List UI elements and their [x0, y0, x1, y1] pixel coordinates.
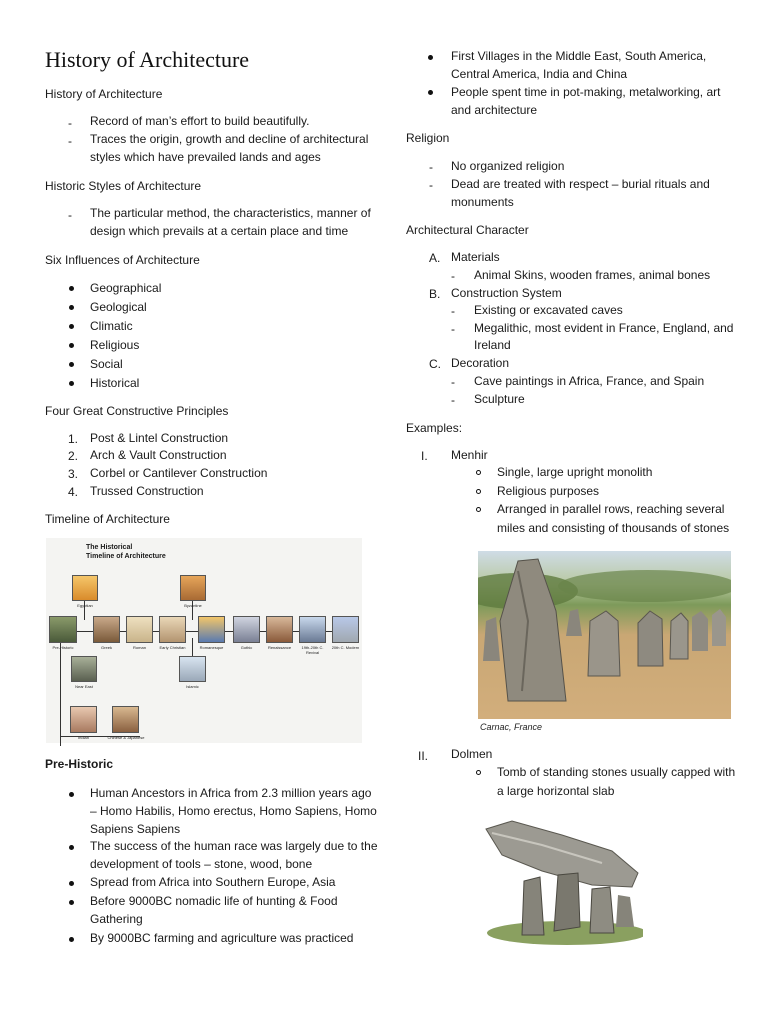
bullet-icon — [69, 381, 74, 386]
dash-marker: - — [68, 134, 72, 148]
list-item: Megalithic, most evident in France, England, and — [474, 321, 734, 335]
dolmen-photo — [482, 815, 643, 945]
list-item: Traces the origin, growth and decline of architectural — [90, 132, 369, 146]
circle-bullet-icon — [476, 489, 481, 494]
list-item: The success of the human race was largely due to the — [90, 839, 378, 853]
timeline-label: Early Christian — [159, 645, 186, 650]
list-item: Arch & Vault Construction — [90, 448, 227, 462]
bullet-icon — [69, 881, 74, 886]
bullet-icon — [69, 900, 74, 905]
bullet-icon — [69, 305, 74, 310]
dash-marker: - — [68, 116, 72, 130]
near-east-thumbnail — [71, 656, 97, 682]
timeline-label: Egyptian — [77, 603, 93, 608]
section-heading-architectural-character: Architectural Character — [406, 223, 529, 237]
list-item: monuments — [451, 195, 514, 209]
list-item: a large horizontal slab — [497, 784, 615, 798]
revival-thumbnail — [299, 616, 326, 643]
list-item: Sapiens Sapiens — [90, 822, 181, 836]
bullet-icon — [69, 286, 74, 291]
list-item: Before 9000BC nomadic life of hunting & Food — [90, 894, 338, 908]
timeline-label: Byzantine — [184, 603, 202, 608]
indian-thumbnail — [70, 706, 97, 733]
list-item: Climatic — [90, 319, 133, 333]
timeline-label: 19th-20th C. Revival — [301, 645, 324, 655]
timeline-label: Gothic — [240, 645, 253, 650]
modern-thumbnail — [332, 616, 359, 643]
timeline-figure — [46, 538, 362, 743]
list-item: Spread from Africa into Southern Europe, Asia — [90, 875, 336, 889]
list-letter: C. — [429, 357, 441, 371]
timeline-connector — [192, 598, 193, 620]
section-heading-history: History of Architecture — [45, 87, 163, 101]
timeline-connector — [84, 598, 85, 620]
list-item: First Villages in the Middle East, South America, — [451, 49, 707, 63]
list-item: and architecture — [451, 103, 538, 117]
list-item: development of tools – stone, wood, bone — [90, 857, 313, 871]
list-item: Dead are treated with respect – burial rituals and — [451, 177, 710, 191]
list-number: 4. — [68, 485, 79, 499]
list-item: Tomb of standing stones usually capped with — [497, 765, 736, 779]
early-christian-thumbnail — [159, 616, 186, 643]
list-item: Social — [90, 357, 123, 371]
bullet-icon — [69, 362, 74, 367]
timeline-label: Romanesque — [199, 645, 224, 650]
list-item: Single, large upright monolith — [497, 465, 653, 479]
timeline-label: Islamic — [186, 684, 199, 689]
circle-bullet-icon — [476, 770, 481, 775]
timeline-label: Indian — [78, 735, 89, 740]
section-heading-prehistoric: Pre-Historic — [45, 757, 114, 771]
list-item: People spent time in pot-making, metalworking, art — [451, 85, 721, 99]
list-item: design which prevails at a certain place and time — [90, 224, 349, 238]
timeline-label: Renaissance — [267, 645, 292, 650]
dash-marker: - — [451, 269, 455, 283]
section-heading-examples: Examples: — [406, 421, 463, 435]
list-item: Corbel or Cantilever Construction — [90, 466, 268, 480]
list-item: Central America, India and China — [451, 67, 628, 81]
circle-bullet-icon — [476, 470, 481, 475]
list-item: Construction System — [451, 286, 562, 300]
section-heading-influences: Six Influences of Architecture — [45, 253, 200, 267]
list-item: Religious — [90, 338, 140, 352]
dash-marker: - — [429, 160, 433, 174]
list-item: Cave paintings in Africa, France, and Spain — [474, 374, 705, 388]
egyptian-thumbnail — [72, 575, 98, 601]
romanesque-thumbnail — [198, 616, 225, 643]
photo-caption: Carnac, France — [480, 722, 543, 732]
timeline-label: 20th C. Modern — [331, 645, 360, 650]
dash-marker: - — [451, 393, 455, 407]
list-item: miles and consisting of thousands of stones — [497, 521, 730, 535]
list-item: The particular method, the characteristics, manner of — [90, 206, 371, 220]
dash-marker: - — [429, 178, 433, 192]
example-title: Menhir — [451, 448, 488, 462]
list-number: 2. — [68, 449, 79, 463]
list-item: Animal Skins, wooden frames, animal bones — [474, 268, 711, 282]
example-title: Dolmen — [451, 747, 493, 761]
list-number: 3. — [68, 467, 79, 481]
page-title: History of Architecture — [45, 47, 250, 72]
list-item: Trussed Construction — [90, 484, 204, 498]
timeline-label: Greek — [101, 645, 112, 650]
timeline-subtitle: Timeline of Architecture — [86, 553, 166, 560]
list-item: Geological — [90, 300, 147, 314]
list-item: No organized religion — [451, 159, 565, 173]
bullet-icon — [69, 792, 74, 797]
bullet-icon — [69, 845, 74, 850]
list-item: Existing or excavated caves — [474, 303, 623, 317]
gothic-thumbnail — [233, 616, 260, 643]
list-item: Arranged in parallel rows, reaching several — [497, 502, 725, 516]
list-item: Geographical — [90, 281, 162, 295]
roman-thumbnail — [126, 616, 153, 643]
timeline-label: Near East — [75, 684, 93, 689]
section-heading-religion: Religion — [406, 131, 450, 145]
list-item: Post & Lintel Construction — [90, 431, 229, 445]
list-item: – Homo Habilis, Homo erectus, Homo Sapiens, Homo — [90, 804, 377, 818]
list-item: Materials — [451, 250, 500, 264]
dash-marker: - — [68, 208, 72, 222]
bullet-icon — [69, 937, 74, 942]
roman-numeral: I. — [421, 449, 428, 463]
carnac-menhir-photo — [478, 551, 731, 719]
list-item: Decoration — [451, 356, 510, 370]
islamic-thumbnail — [179, 656, 206, 682]
byzantine-thumbnail — [180, 575, 206, 601]
list-item: Religious purposes — [497, 484, 600, 498]
list-number: 1. — [68, 432, 79, 446]
bullet-icon — [69, 343, 74, 348]
bullet-icon — [428, 55, 433, 60]
dash-marker: - — [451, 322, 455, 336]
section-heading-styles: Historic Styles of Architecture — [45, 179, 202, 193]
list-item: Ireland — [474, 338, 511, 352]
dash-marker: - — [451, 304, 455, 318]
roman-numeral: II. — [418, 749, 429, 763]
list-item: styles which have prevailed lands and ages — [90, 150, 321, 164]
renaissance-thumbnail — [266, 616, 293, 643]
chinese-japanese-thumbnail — [112, 706, 139, 733]
bullet-icon — [428, 90, 433, 95]
list-item: Sculpture — [474, 392, 525, 406]
list-letter: A. — [429, 251, 441, 265]
list-item: Historical — [90, 376, 140, 390]
list-item: Gathering — [90, 912, 143, 926]
prehistoric-thumbnail — [49, 616, 77, 643]
dash-marker: - — [451, 375, 455, 389]
timeline-label: Roman — [133, 645, 146, 650]
timeline-label: Pre-Historic — [52, 645, 74, 650]
circle-bullet-icon — [476, 507, 481, 512]
list-item: By 9000BC farming and agriculture was practiced — [90, 931, 354, 945]
timeline-label: Chinese & Japanese — [107, 735, 145, 740]
timeline-connector — [60, 638, 61, 746]
timeline-title: The Historical — [86, 544, 133, 551]
section-heading-timeline: Timeline of Architecture — [45, 512, 170, 526]
list-letter: B. — [429, 287, 441, 301]
bullet-icon — [69, 324, 74, 329]
section-heading-principles: Four Great Constructive Principles — [45, 404, 229, 418]
greek-thumbnail — [93, 616, 120, 643]
list-item: Human Ancestors in Africa from 2.3 million years ago — [90, 786, 372, 800]
list-item: Record of man’s effort to build beautifully. — [90, 114, 310, 128]
